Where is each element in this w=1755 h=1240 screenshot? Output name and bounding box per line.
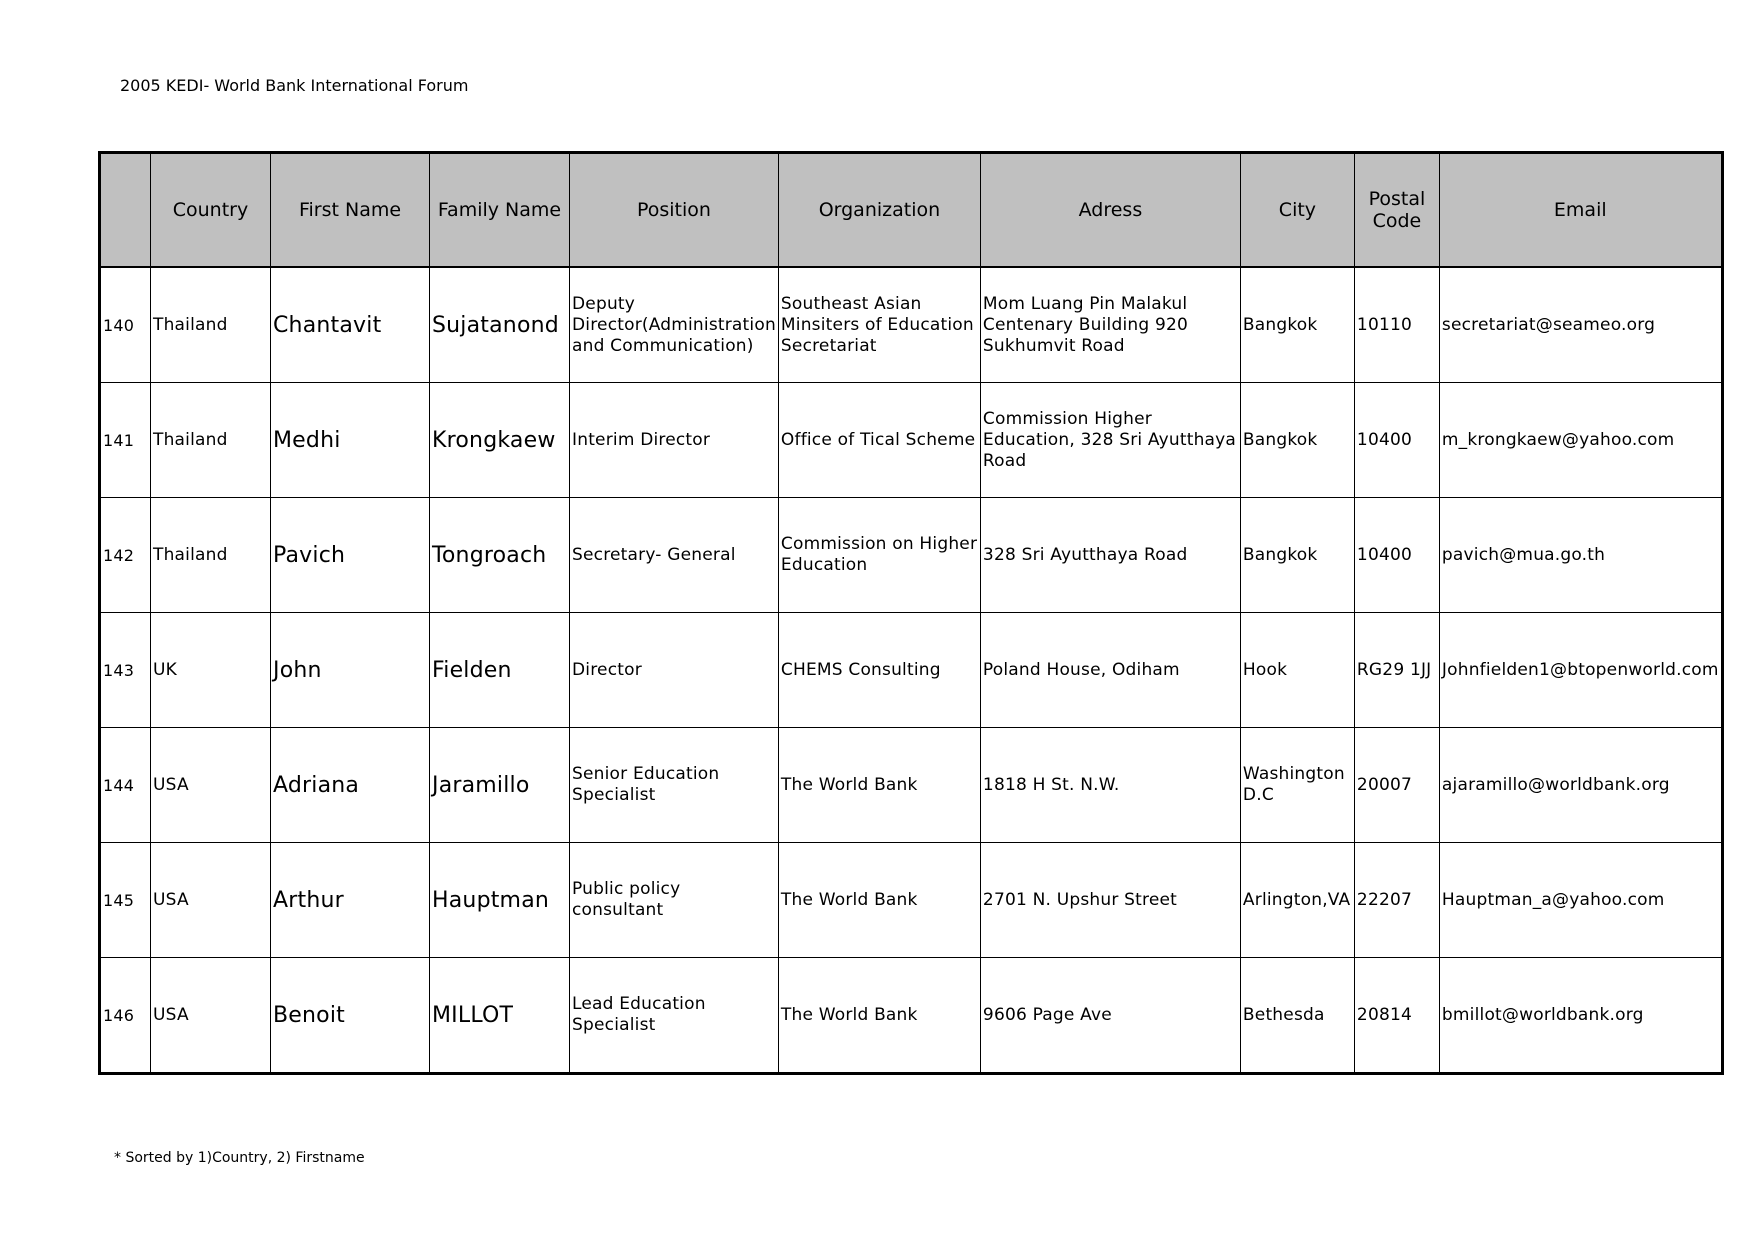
table-row <box>100 728 1723 843</box>
cell-city: Hook <box>1240 613 1354 728</box>
cell-organization: Office of Tical Scheme <box>778 383 980 498</box>
table-row <box>100 843 1723 958</box>
cell-address: 328 Sri Ayutthaya Road <box>980 498 1240 613</box>
cell-city: Arlington,VA <box>1240 843 1354 958</box>
cell-email: m_krongkaew@yahoo.com <box>1439 383 1722 498</box>
cell-family-name: Tongroach <box>430 498 570 613</box>
footnote: * Sorted by 1)Country, 2) Firstname <box>114 1150 365 1166</box>
cell-row-number: 140 <box>100 267 151 383</box>
header-city: City <box>1240 153 1354 268</box>
cell-postal-code: RG29 1JJ <box>1354 613 1439 728</box>
cell-postal-code: 10400 <box>1354 498 1439 613</box>
cell-address: 1818 H St. N.W. <box>980 728 1240 843</box>
cell-row-number: 146 <box>100 958 151 1074</box>
cell-organization: The World Bank <box>778 843 980 958</box>
document-title: 2005 KEDI- World Bank International Forum <box>120 76 469 95</box>
cell-email: bmillot@worldbank.org <box>1439 958 1722 1074</box>
cell-city: Bangkok <box>1240 267 1354 383</box>
cell-first-name: Medhi <box>271 383 430 498</box>
cell-email: secretariat@seameo.org <box>1439 267 1722 383</box>
cell-organization: CHEMS Consulting <box>778 613 980 728</box>
header-email: Email <box>1439 153 1722 268</box>
cell-city: Bethesda <box>1240 958 1354 1074</box>
header-organization: Organization <box>778 153 980 268</box>
cell-country: USA <box>151 728 271 843</box>
table-row <box>100 383 1723 498</box>
cell-position: Lead Education Specialist <box>570 958 779 1074</box>
cell-address: Poland House, Odiham <box>980 613 1240 728</box>
header-family-name: Family Name <box>430 153 570 268</box>
cell-first-name: John <box>271 613 430 728</box>
cell-organization: Commission on Higher Education <box>778 498 980 613</box>
cell-email: ajaramillo@worldbank.org <box>1439 728 1722 843</box>
cell-postal-code: 20007 <box>1354 728 1439 843</box>
cell-row-number: 145 <box>100 843 151 958</box>
header-first-name: First Name <box>271 153 430 268</box>
cell-row-number: 141 <box>100 383 151 498</box>
cell-family-name: MILLOT <box>430 958 570 1074</box>
cell-family-name: Jaramillo <box>430 728 570 843</box>
cell-email: Hauptman_a@yahoo.com <box>1439 843 1722 958</box>
cell-postal-code: 10110 <box>1354 267 1439 383</box>
cell-city: Bangkok <box>1240 383 1354 498</box>
cell-row-number: 144 <box>100 728 151 843</box>
cell-position: Director <box>570 613 779 728</box>
cell-postal-code: 22207 <box>1354 843 1439 958</box>
cell-country: Thailand <box>151 498 271 613</box>
header-index <box>100 153 151 268</box>
header-address: Adress <box>980 153 1240 268</box>
table-row <box>100 267 1723 383</box>
cell-position: Interim Director <box>570 383 779 498</box>
cell-family-name: Hauptman <box>430 843 570 958</box>
cell-email: Johnfielden1@btopenworld.com <box>1439 613 1722 728</box>
cell-postal-code: 10400 <box>1354 383 1439 498</box>
table-row <box>100 498 1723 613</box>
cell-organization: The World Bank <box>778 728 980 843</box>
cell-email: pavich@mua.go.th <box>1439 498 1722 613</box>
cell-first-name: Adriana <box>271 728 430 843</box>
cell-family-name: Krongkaew <box>430 383 570 498</box>
cell-organization: The World Bank <box>778 958 980 1074</box>
cell-address: Commission Higher Education, 328 Sri Ayutthaya Road <box>980 383 1240 498</box>
header-country: Country <box>151 153 271 268</box>
cell-position: Public policy consultant <box>570 843 779 958</box>
cell-row-number: 142 <box>100 498 151 613</box>
cell-country: Thailand <box>151 267 271 383</box>
cell-family-name: Sujatanond <box>430 267 570 383</box>
cell-country: USA <box>151 843 271 958</box>
cell-first-name: Pavich <box>271 498 430 613</box>
cell-country: Thailand <box>151 383 271 498</box>
cell-postal-code: 20814 <box>1354 958 1439 1074</box>
cell-row-number: 143 <box>100 613 151 728</box>
participants-table <box>98 151 1724 1075</box>
cell-position: Secretary- General <box>570 498 779 613</box>
cell-first-name: Arthur <box>271 843 430 958</box>
header-postal-code: Postal Code <box>1354 153 1439 268</box>
table-row <box>100 613 1723 728</box>
cell-city: Washington D.C <box>1240 728 1354 843</box>
header-position: Position <box>570 153 779 268</box>
cell-address: 9606 Page Ave <box>980 958 1240 1074</box>
cell-country: USA <box>151 958 271 1074</box>
cell-position: Deputy Director(Administration and Communication) <box>570 267 779 383</box>
cell-address: Mom Luang Pin Malakul Centenary Building 920 Sukhumvit Road <box>980 267 1240 383</box>
header-row <box>100 153 1723 268</box>
cell-position: Senior Education Specialist <box>570 728 779 843</box>
cell-organization: Southeast Asian Minsiters of Education Secretariat <box>778 267 980 383</box>
cell-address: 2701 N. Upshur Street <box>980 843 1240 958</box>
cell-family-name: Fielden <box>430 613 570 728</box>
cell-first-name: Chantavit <box>271 267 430 383</box>
cell-first-name: Benoit <box>271 958 430 1074</box>
cell-country: UK <box>151 613 271 728</box>
cell-city: Bangkok <box>1240 498 1354 613</box>
table-row <box>100 958 1723 1074</box>
